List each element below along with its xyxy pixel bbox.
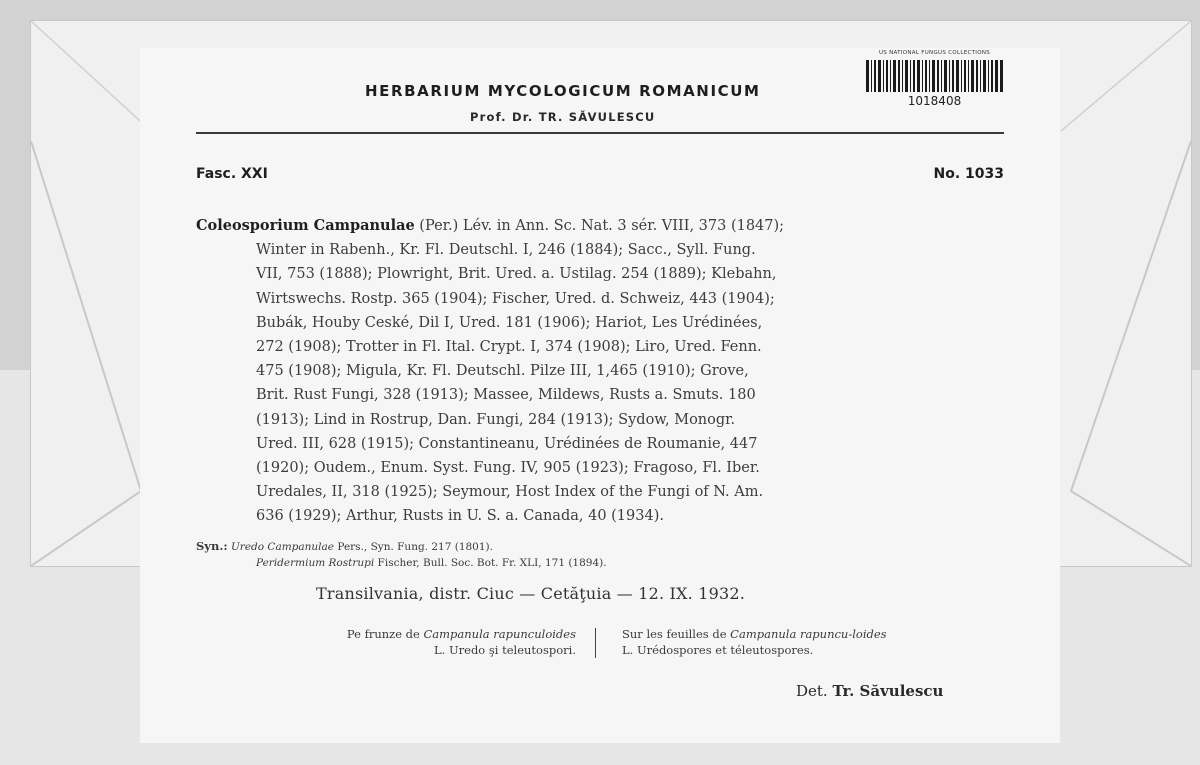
synonym-line [196,538,1004,555]
specimen-label [140,48,1060,743]
citation-line: (1913); Lind in Rostrup, Dan. Fungi, 284 (1913); Sydow, Monogr. [256,411,736,428]
citation-line: 272 (1908); Trotter in Fl. Ital. Crypt. I, 374 (1908); Liro, Ured. Fenn. [256,339,762,356]
host-description-french [622,626,1022,658]
herbarium-subtitle: Prof. Dr. TR. SĂVULESCU [470,110,656,124]
determiner-prefix: Det. [796,682,828,700]
synonym-reference: Pers., Syn. Fung. 217 (1801). [334,541,493,553]
citation-line: (1920); Oudem., Enum. Syst. Fung. IV, 905 (1923); Fragoso, Fl. Iber. [256,460,760,477]
barcode-caption: US NATIONAL FUNGUS COLLECTIONS [878,50,991,56]
barcode-icon [866,60,1003,92]
barcode-number: 1018408 [907,94,962,108]
host-description-romanian [196,626,576,658]
synonym-line [196,555,1004,571]
specimen-number: No. 1033 [933,166,1004,182]
host-species: Campanula rapuncu-loides [730,627,887,641]
host-divider [595,628,596,658]
citation-authority: (Per.) Lév. in Ann. Sc. Nat. 3 sér. VIII, 373 (1847); [414,218,785,234]
synonyms-lead: Syn.: [196,539,228,553]
host-species: Campanula rapunculoides [423,627,576,641]
taxon-citation [196,214,1004,529]
citation-line: 475 (1908); Migula, Kr. Fl. Deutschl. Pilze III, 1,465 (1910); Grove, [256,363,749,380]
taxon-name: Coleosporium Campanulae [196,217,415,234]
citation-line: Brit. Rust Fungi, 328 (1913); Massee, Mildews, Rusts a. Smuts. 180 [256,387,756,404]
herbarium-title: HERBARIUM MYCOLOGICUM ROMANICUM [365,82,761,100]
synonym-reference: Fischer, Bull. Soc. Bot. Fr. XLI, 171 (1894). [374,557,607,569]
barcode-sticker [862,50,1007,112]
host-spores: L. Urédospores et téleutospores. [622,643,814,657]
host-prefix: Sur les feuilles de [622,627,727,641]
citation-line: Wirtswechs. Rostp. 365 (1904); Fischer, Ured. d. Schweiz, 443 (1904); [256,290,775,307]
citation-line: VII, 753 (1888); Plowright, Brit. Ured. a. Ustilag. 254 (1889); Klebahn, [256,266,777,283]
citation-line: Bubák, Houby Ceské, Dil I, Ured. 181 (1906); Hariot, Les Urédinées, [256,314,763,331]
citation-line: 636 (1929); Arthur, Rusts in U. S. a. Canada, 40 (1934). [256,508,664,525]
host-spores: L. Uredo şi teleutospori. [434,643,576,657]
synonym-name: Peridermium Rostrupi [256,557,375,569]
citation-line: Uredales, II, 318 (1925); Seymour, Host Index of the Fungi of N. Am. [256,484,764,501]
determiner [796,682,943,700]
citation-line [196,214,1004,238]
host-prefix: Pe frunze de [346,627,420,641]
determiner-name: Tr. Săvulescu [832,682,944,700]
header-rule [196,132,1004,134]
fascicle-label: Fasc. XXI [196,166,268,182]
synonym-name: Uredo Campanulae [230,541,335,553]
synonyms-block [196,538,1004,571]
citation-line: Ured. III, 628 (1915); Constantineanu, Urédinées de Roumanie, 447 [256,435,758,452]
citation-line: Winter in Rabenh., Kr. Fl. Deutschl. I, 246 (1884); Sacc., Syll. Fung. [256,242,756,259]
collection-locality: Transilvania, distr. Ciuc — Cetăţuia — 12. IX. 1932. [316,584,746,603]
